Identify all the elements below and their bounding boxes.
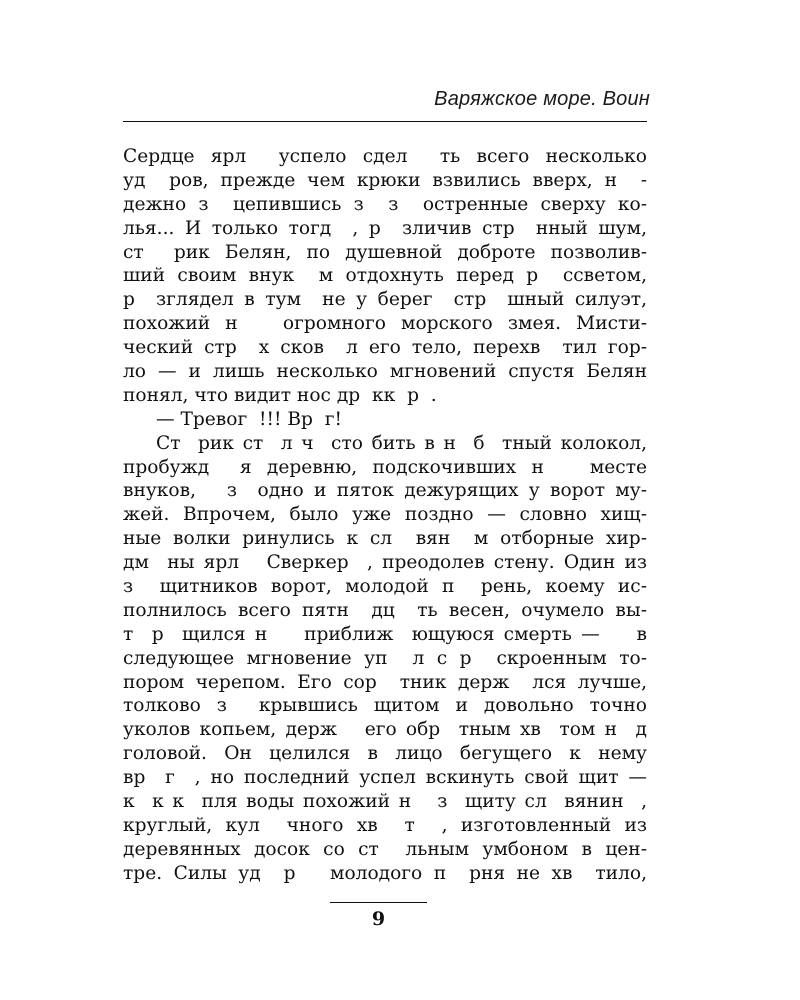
text-line: р зглядел в тум не у берег стр шный силуэт,	[123, 289, 647, 311]
running-header: Варяжское море. Воин	[434, 88, 650, 110]
text-line: ло — и лишь несколько мгновений спустя Белян	[123, 361, 647, 383]
text-line: похожий н огромного морского змея. Мисти-	[123, 313, 647, 335]
page-number: 9	[371, 908, 386, 930]
text-line: Ст рик ст л ч сто бить в н б тный колокол,	[156, 432, 647, 454]
text-line: ст рик Белян, по душевной доброте позволив-	[123, 241, 647, 263]
text-line: жей. Впрочем, было уже поздно — словно хищ-	[123, 504, 647, 526]
text-line: круглый, кул чного хв т , изготовленный из	[123, 814, 647, 836]
text-line: лья... И только тогд , р зличив стр нный шум,	[123, 217, 647, 239]
footer-rule	[330, 902, 427, 903]
dialogue-line: — Тревог !!! Вр г!	[156, 408, 342, 430]
text-line: з щитников ворот, молодой п рень, коему ис-	[123, 576, 647, 598]
text-line: пором черепом. Его сор тник держ лся лучше,	[123, 671, 647, 693]
text-line: тре. Силы уд р молодого п рня не хв тило,	[123, 862, 647, 884]
text-line: головой. Он целился в лицо бегущего к нему	[123, 743, 647, 765]
text-line: ческий стр х сков л его тело, перехв тил гор-	[123, 337, 647, 359]
text-line: следующее мгновение уп л с р скроенным то-	[123, 647, 647, 669]
header-rule	[123, 121, 647, 122]
text-line: ные волки ринулись к сл вян м отборные хир-	[123, 528, 647, 550]
text-line: понял, что видит нос др кк р .	[123, 384, 437, 406]
text-line: дежно з цепившись з з остренные сверху ко-	[123, 193, 647, 215]
text-line: деревянных досок со ст льным умбоном в цен-	[123, 838, 647, 860]
text-line: к к к пля воды похожий н з щиту сл вянин ,	[123, 791, 647, 813]
text-line: вр г , но последний успел вскинуть свой щит —	[123, 767, 647, 789]
text-line: полнилось всего пятн дц ть весен, очумело вы-	[123, 599, 647, 621]
text-line: толково з крывшись щитом и довольно точно	[123, 695, 647, 717]
text-line: Сердце ярл успело сдел ть всего несколько	[123, 146, 647, 167]
text-line: уд ров, прежде чем крюки взвились вверх, н -	[123, 169, 647, 191]
text-line: т р щился н приближ ющуюся смерть — в	[123, 623, 647, 645]
body-text	[123, 145, 647, 886]
text-line: уколов копьем, держ его обр тным хв том н д	[123, 719, 647, 741]
text-line: дм ны ярл Сверкер , преодолев стену. Один из	[123, 552, 647, 574]
text-line: внуков, з одно и пяток дежурящих у ворот му-	[123, 480, 647, 502]
text-line: ший своим внук м отдохнуть перед р ссветом,	[123, 265, 647, 287]
text-line: пробужд я деревню, подскочивших н месте	[123, 456, 647, 478]
